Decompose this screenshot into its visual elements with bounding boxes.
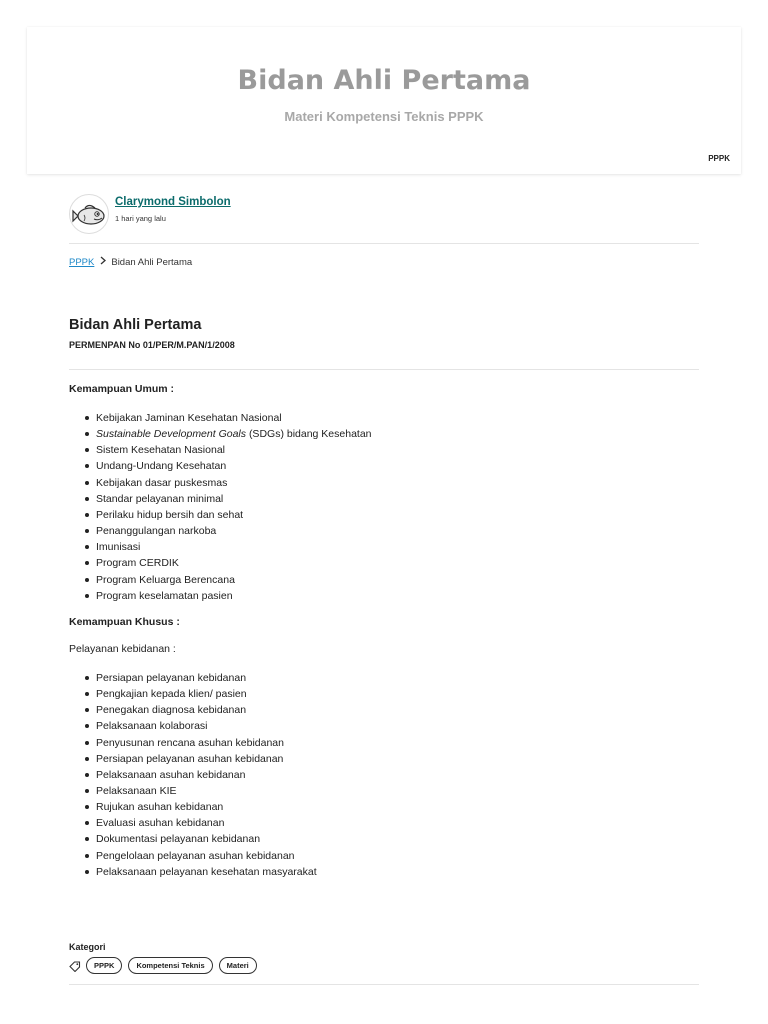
tag-pppk[interactable]: PPPK bbox=[86, 957, 122, 974]
list-item: Program Keluarga Berencana bbox=[96, 572, 699, 588]
divider bbox=[69, 243, 699, 244]
divider bbox=[69, 984, 699, 985]
site-header bbox=[27, 27, 741, 174]
list-item: Penyusunan rencana asuhan kebidanan bbox=[96, 735, 699, 751]
list-item: Persiapan pelayanan kebidanan bbox=[96, 670, 699, 686]
list-kemampuan-khusus bbox=[96, 670, 699, 880]
avatar[interactable] bbox=[69, 194, 109, 234]
italic-term: Sustainable Development Goals bbox=[96, 428, 247, 441]
list-item: Penanggulangan narkoba bbox=[96, 523, 699, 539]
list-item: Rujukan asuhan kebidanan bbox=[96, 799, 699, 815]
list-item: Pelaksanaan kolaborasi bbox=[96, 718, 699, 734]
tag-list bbox=[69, 957, 263, 974]
list-item: Program CERDIK bbox=[96, 555, 699, 571]
list-item: Program keselamatan pasien bbox=[96, 588, 699, 604]
breadcrumb-current: Bidan Ahli Pertama bbox=[111, 256, 193, 268]
list-item: Penegakan diagnosa kebidanan bbox=[96, 702, 699, 718]
list-item: Undang-Undang Kesehatan bbox=[96, 458, 699, 474]
list-item: Standar pelayanan minimal bbox=[96, 491, 699, 507]
post-title: Bidan Ahli Pertama bbox=[69, 317, 202, 333]
list-item: Sustainable Development Goals (SDGs) bidang Kesehatan bbox=[96, 426, 699, 442]
list-item: Dokumentasi pelayanan kebidanan bbox=[96, 831, 699, 847]
list-item: Pelaksanaan pelayanan kesehatan masyarakat bbox=[96, 864, 699, 880]
list-item: Kebijakan dasar puskesmas bbox=[96, 475, 699, 491]
post-subtitle: PERMENPAN No 01/PER/M.PAN/1/2008 bbox=[69, 340, 235, 350]
list-item: Pelaksanaan KIE bbox=[96, 783, 699, 799]
author-block bbox=[69, 194, 699, 234]
author-name-link[interactable]: Clarymond Simbolon bbox=[115, 196, 231, 208]
list-item: Pelaksanaan asuhan kebidanan bbox=[96, 767, 699, 783]
site-subtitle: Materi Kompetensi Teknis PPPK bbox=[284, 109, 484, 124]
list-item: Pengkajian kepada klien/ pasien bbox=[96, 686, 699, 702]
fish-avatar-icon bbox=[70, 195, 109, 234]
khusus-intro: Pelayanan kebidanan : bbox=[69, 642, 176, 655]
breadcrumb bbox=[69, 256, 192, 268]
kategori-label: Kategori bbox=[69, 942, 106, 952]
divider bbox=[69, 369, 699, 370]
list-item: Sistem Kesehatan Nasional bbox=[96, 442, 699, 458]
list-item: Persiapan pelayanan asuhan kebidanan bbox=[96, 751, 699, 767]
post-timestamp: 1 hari yang lalu bbox=[115, 214, 166, 223]
list-item: Kebijakan Jaminan Kesehatan Nasional bbox=[96, 410, 699, 426]
section-heading-umum: Kemampuan Umum : bbox=[69, 383, 175, 395]
list-item: Evaluasi asuhan kebidanan bbox=[96, 815, 699, 831]
post-body bbox=[69, 383, 699, 880]
nav-link-pppk[interactable]: PPPK bbox=[708, 154, 730, 163]
tag-kompetensi-teknis[interactable]: Kompetensi Teknis bbox=[128, 957, 212, 974]
list-item: Imunisasi bbox=[96, 539, 699, 555]
section-heading-khusus: Kemampuan Khusus : bbox=[69, 615, 180, 628]
list-item: Perilaku hidup bersih dan sehat bbox=[96, 507, 699, 523]
tag-icon bbox=[69, 960, 81, 972]
list-kemampuan-umum bbox=[96, 410, 699, 604]
site-title[interactable]: Bidan Ahli Pertama bbox=[237, 65, 531, 96]
breadcrumb-link-pppk[interactable]: PPPK bbox=[69, 256, 95, 268]
list-item: Pengelolaan pelayanan asuhan kebidanan bbox=[96, 848, 699, 864]
tag-materi[interactable]: Materi bbox=[219, 957, 257, 974]
chevron-right-icon bbox=[100, 256, 106, 268]
